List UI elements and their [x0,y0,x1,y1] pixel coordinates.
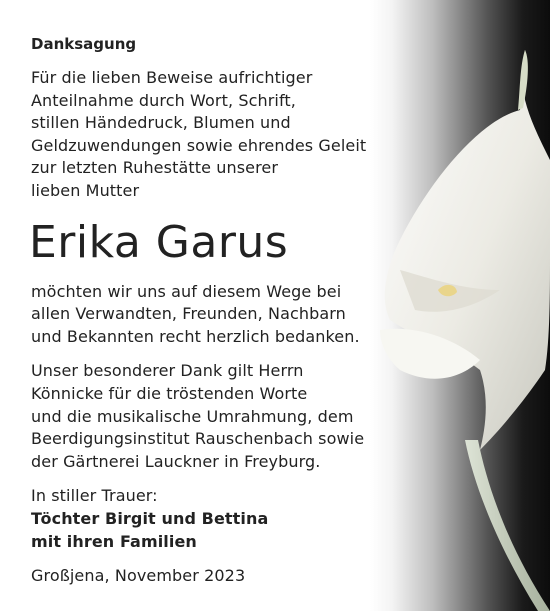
special-line: Beerdigungsinstitut Rauschenbach sowie [31,429,365,449]
calla-lily-icon [360,40,550,611]
signature-block [31,485,376,553]
special-line: und die musikalische Umrahmung, dem [31,406,354,426]
intro-paragraph [31,67,376,203]
notice-text [31,34,376,588]
intro-line: lieben Mutter [31,180,140,200]
intro-line: Für die lieben Beweise aufrichtiger [31,68,313,87]
intro-line: stillen Händedruck, Blumen und [31,113,291,133]
thanks-paragraph [31,281,376,349]
signatory-line: mit ihren Familien [31,531,197,551]
mourning-label: In stiller Trauer: [31,486,158,506]
thanks-line: und Bekannten recht herzlich bedanken. [31,326,360,346]
special-line: der Gärtnerei Lauckner in Freyburg. [31,451,321,471]
intro-line: zur letzten Ruhestätte unserer [31,158,279,178]
thanks-line: allen Verwandten, Freunden, Nachbarn [31,304,346,324]
special-thanks-paragraph [31,360,376,473]
intro-line: Anteilnahme durch Wort, Schrift, [31,90,296,110]
special-line: Könnicke für die tröstenden Worte [31,383,308,403]
place-date: Großjena, November 2023 [31,566,246,586]
notice-heading: Danksagung [31,35,137,53]
signatory-line: Töchter Birgit und Bettina [31,508,269,528]
thanks-line: möchten wir uns auf diesem Wege bei [31,281,342,301]
special-line: Unser besonderer Dank gilt Herrn [31,361,304,381]
deceased-name: Erika Garus [29,216,289,268]
intro-line: Geldzuwendungen sowie ehrendes Geleit [31,135,367,155]
